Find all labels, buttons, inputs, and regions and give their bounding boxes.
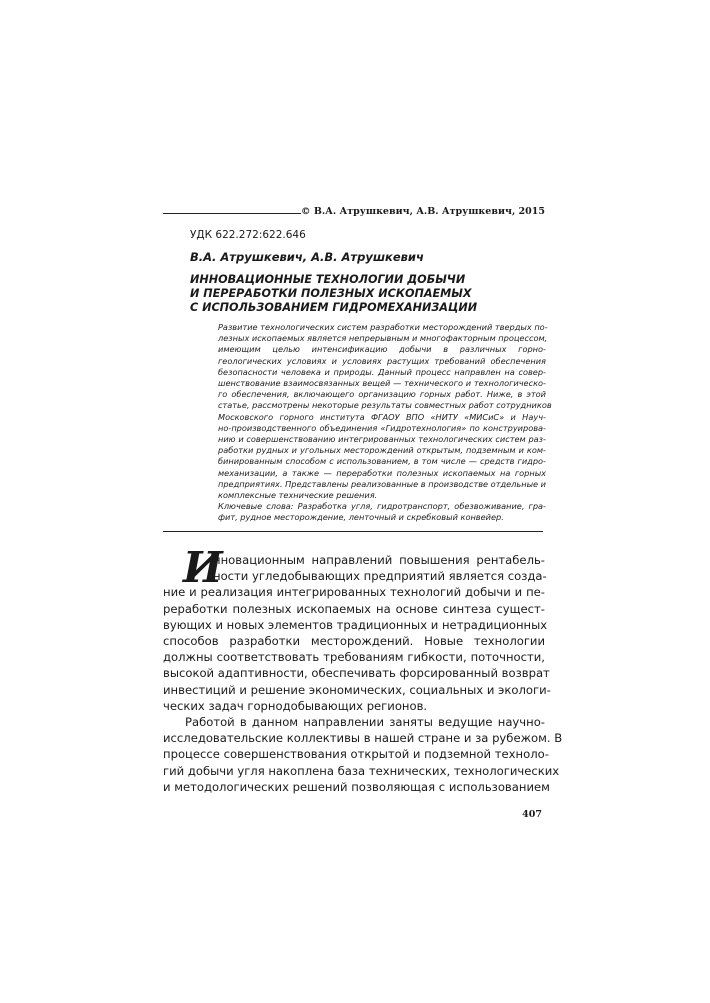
body-line: нновационным направлений повышения рентабель- — [213, 553, 545, 567]
abstract-line: статье, рассмотрены некоторые результаты совместных работ сотрудников — [218, 400, 552, 411]
copyright-notice: © В.А. Атрушкевич, А.В. Атрушкевич, 2015 — [301, 206, 545, 217]
abstract-line: механизации, а также — переработки полезных ископаемых на горных — [218, 467, 546, 478]
abstract-line: имеющим целью интенсификацию добычи в различных горно- — [218, 344, 546, 355]
abstract-line: Московского горного института ФГАОУ ВПО «НИТУ «МИСиС» и Науч- — [218, 411, 546, 422]
body-line: Работой в данном направлении заняты ведущие научно- — [185, 715, 545, 730]
abstract-line: бинированным способом с использованием, в том числе — средств гидро- — [218, 456, 546, 467]
body-line: и методологических решений позволяющая с использованием — [163, 779, 550, 794]
article-title — [190, 273, 550, 315]
body-line: исследовательские коллективы в нашей стране и за рубежом. В — [163, 731, 563, 746]
title-line: С ИСПОЛЬЗОВАНИЕМ ГИДРОМЕХАНИЗАЦИИ — [190, 301, 478, 314]
authors: В.А. Атрушкевич, А.В. Атрушкевич — [190, 250, 424, 264]
abstract-rule — [163, 531, 543, 532]
body-line: ности угледобывающих предприятий является созда- — [213, 569, 547, 584]
abstract-line: безопасности человека и природы. Данный процесс направлен на совер- — [218, 366, 546, 377]
abstract — [218, 322, 552, 524]
body-line: способов разработки месторождений. Новые технологии — [163, 634, 545, 649]
abstract-line: предприятиях. Представлены реализованные в производстве отдельные и — [218, 478, 546, 489]
body-line: инвестиций и решение экономических, социальных и экологи- — [163, 682, 551, 697]
copyright-rule — [163, 213, 301, 214]
title-line: ИННОВАЦИОННЫЕ ТЕХНОЛОГИИ ДОБЫЧИ — [190, 273, 466, 286]
udk-code: УДК 622.272:622.646 — [190, 229, 306, 241]
page-number: 407 — [522, 809, 542, 820]
keywords-line: Ключевые слова: Разработка угля, гидротранспорт, обезвоживание, гра- — [218, 501, 546, 512]
body-line: вующих и новых элементов традиционных и нетрадиционных — [163, 617, 548, 632]
abstract-line: но-производственного объединения «Гидротехнология» по конструирова- — [218, 422, 546, 433]
drop-cap: И — [183, 543, 223, 592]
body-line: гий добычи угля накоплена база технических, технологических — [163, 763, 560, 778]
body-text — [163, 552, 563, 795]
abstract-line: нию и совершенствованию интегрированных технологических систем раз- — [218, 434, 546, 445]
body-line: ческих задач горнодобывающих регионов. — [163, 698, 428, 713]
title-line: И ПЕРЕРАБОТКИ ПОЛЕЗНЫХ ИСКОПАЕМЫХ — [190, 287, 472, 300]
abstract-line: комплексные технические решения. — [218, 490, 378, 501]
abstract-line: геологических условиях и условиях растущих требований обеспечения — [218, 355, 546, 366]
body-line: реработки полезных ископаемых на основе синтеза сущест- — [163, 601, 545, 616]
abstract-line: шенствование взаимосвязанных вещей — технического и технологическо- — [218, 378, 546, 389]
body-line: высокой адаптивности, обеспечивать форсированный возврат — [163, 666, 550, 681]
abstract-line: работки рудных и угольных месторождений открытым, подземным и ком- — [218, 445, 546, 456]
abstract-line: лезных ископаемых является непрерывным и многофакторным процессом, — [218, 333, 548, 344]
body-line: ние и реализация интегрированных технологий добычи и пе- — [163, 585, 545, 600]
body-line: должны соответствовать требованиям гибкости, поточности, — [163, 650, 545, 665]
abstract-line: го обеспечения, включающего организацию горных работ. Ниже, в этой — [218, 389, 546, 400]
abstract-line: Развитие технологических систем разработки месторождений твердых по- — [218, 322, 548, 332]
body-line: процессе совершенствования открытой и подземной техноло- — [163, 747, 549, 762]
keywords-line: фит, рудное месторождение, ленточный и скребковый конвейер. — [218, 512, 504, 523]
